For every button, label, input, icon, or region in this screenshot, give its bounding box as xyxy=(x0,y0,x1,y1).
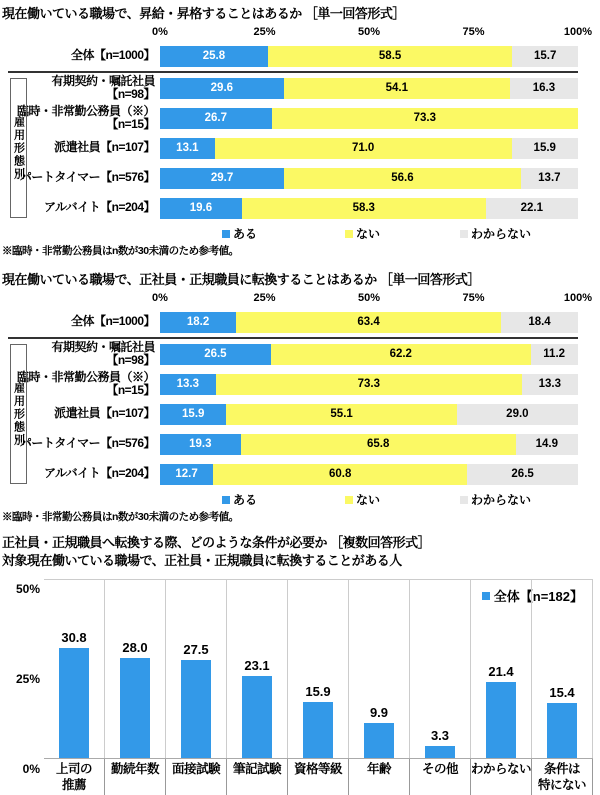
stacked-bar xyxy=(160,434,578,455)
legend-item xyxy=(345,225,380,242)
category-row xyxy=(8,339,578,369)
bar-column xyxy=(410,580,471,758)
category-row xyxy=(8,163,578,193)
chart-footnote: ※臨時・非常勤公務員はn数が30未満のため参考値。 xyxy=(2,245,239,257)
bar xyxy=(181,660,211,758)
bar-plot xyxy=(44,579,593,759)
bar-segment-わからない: 15.7 xyxy=(512,46,578,67)
legend-swatch-gray xyxy=(460,230,468,238)
stacked-bar xyxy=(160,344,578,365)
category-label: 面接試験 xyxy=(166,759,227,795)
bar-segment-ない: 62.2 xyxy=(271,344,531,365)
bar-value-label: 15.4 xyxy=(549,685,575,701)
legend-label: ない xyxy=(356,493,381,507)
bar-value-label: 30.8 xyxy=(61,630,87,646)
bar-segment-わからない: 14.9 xyxy=(516,434,578,455)
stacked-bar xyxy=(160,138,578,159)
group-axis-label: 雇用形態別 xyxy=(10,344,27,484)
legend-item xyxy=(460,225,531,242)
row-label: 全体【n=1000】 xyxy=(70,314,155,329)
stacked-bar xyxy=(160,312,578,333)
chart-title: 正社員・正規職員へ転換する際、どのような条件が必要か ［複数回答形式］ xyxy=(2,535,431,550)
category-label: その他 xyxy=(410,759,471,795)
bar-column xyxy=(105,580,166,758)
row-label: 派遣社員【n=107】 xyxy=(54,140,155,155)
bar-segment-ない: 56.6 xyxy=(284,168,521,189)
bar-segment-ない: 65.8 xyxy=(241,434,516,455)
y-axis-tick: 50% xyxy=(15,582,40,597)
category-label: わからない xyxy=(471,759,532,795)
row-label: アルバイト【n=204】 xyxy=(43,466,155,481)
stacked-bar xyxy=(160,198,578,219)
bar-segment-ない: 73.3 xyxy=(216,374,522,395)
stacked-bar xyxy=(160,374,578,395)
bar-segment-わからない: 11.2 xyxy=(531,344,578,365)
chart-legend xyxy=(160,491,578,508)
bar xyxy=(425,746,455,758)
bar xyxy=(364,723,394,758)
legend-label: 全体【n=182】 xyxy=(493,589,583,605)
chart-conversion xyxy=(0,266,600,524)
stacked-bar xyxy=(160,404,578,425)
row-label: 有期契約・嘱託社員 【n=98】 xyxy=(51,339,155,367)
category-label: 筆記試験 xyxy=(227,759,288,795)
bar-segment-ある: 19.3 xyxy=(160,434,241,455)
chart-title: 現在働いている職場で、昇給・昇格することはあるか ［単一回答形式］ xyxy=(2,6,405,21)
y-axis-tick: 0% xyxy=(22,762,40,777)
x-axis-tick: 25% xyxy=(253,26,276,38)
chart-footnote: ※臨時・非常勤公務員はn数が30未満のため参考値。 xyxy=(2,511,239,523)
bar-segment-わからない: 22.1 xyxy=(486,198,578,219)
legend-item xyxy=(222,225,257,242)
bar-column xyxy=(471,580,532,758)
bar-value-label: 21.4 xyxy=(488,663,514,679)
bar-segment-わからない: 26.5 xyxy=(467,464,578,485)
row-label: アルバイト【n=204】 xyxy=(43,200,155,215)
row-label: 有期契約・嘱託社員 【n=98】 xyxy=(51,73,155,101)
bar-segment-ある: 26.5 xyxy=(160,344,271,365)
row-label: 派遣社員【n=107】 xyxy=(54,406,155,421)
legend-item xyxy=(460,491,531,508)
bar-column xyxy=(227,580,288,758)
category-row xyxy=(8,103,578,133)
bar-segment-ある: 12.7 xyxy=(160,464,213,485)
chart-conditions xyxy=(0,534,600,795)
category-row xyxy=(8,429,578,459)
category-row xyxy=(8,369,578,399)
legend-swatch-yellow xyxy=(345,496,353,504)
x-axis-tick: 75% xyxy=(462,26,485,38)
bar-segment-ある: 18.2 xyxy=(160,312,236,333)
legend-item xyxy=(222,491,257,508)
bar-value-label: 27.5 xyxy=(183,642,209,658)
category-label: 条件は 特にない xyxy=(532,759,593,795)
bar-segment-ある: 13.3 xyxy=(160,374,216,395)
bar-column xyxy=(166,580,227,758)
category-row xyxy=(8,399,578,429)
category-row xyxy=(8,459,578,489)
bar-column xyxy=(349,580,410,758)
bar-segment-ない: 73.3 xyxy=(272,108,578,129)
bar xyxy=(242,676,272,758)
bar-segment-わからない: 16.3 xyxy=(510,78,578,99)
legend-label: わからない xyxy=(471,227,532,241)
bar-segment-わからない: 13.7 xyxy=(521,168,578,189)
x-axis xyxy=(152,290,593,307)
bar-segment-ない: 63.4 xyxy=(236,312,501,333)
legend-label: ない xyxy=(356,227,381,241)
x-axis xyxy=(152,24,593,41)
bar-segment-わからない: 18.4 xyxy=(501,312,578,333)
bar-segment-わからない: 29.0 xyxy=(457,404,578,425)
bar-value-label: 28.0 xyxy=(122,640,148,656)
row-label: 臨時・非常勤公務員（※） 【n=15】 xyxy=(16,369,155,397)
legend-swatch-blue xyxy=(222,230,230,238)
legend-item xyxy=(345,491,380,508)
chart-legend xyxy=(160,225,578,242)
x-axis-tick: 0% xyxy=(152,292,168,304)
bar-column xyxy=(44,580,105,758)
bar-segment-わからない: 13.3 xyxy=(522,374,578,395)
employment-type-group xyxy=(8,71,578,223)
stacked-bar xyxy=(160,108,578,129)
x-axis-tick: 100% xyxy=(563,26,593,38)
x-axis-tick: 100% xyxy=(563,292,593,304)
bar xyxy=(486,682,516,758)
bar-segment-ある: 19.6 xyxy=(160,198,242,219)
x-axis-tick: 50% xyxy=(357,292,381,304)
legend-label: ある xyxy=(233,493,258,507)
x-axis-tick: 75% xyxy=(462,292,485,304)
bar-segment-ない: 55.1 xyxy=(226,404,456,425)
x-axis-tick: 50% xyxy=(357,26,381,38)
stacked-bar xyxy=(160,168,578,189)
legend-label: わからない xyxy=(471,493,532,507)
employment-type-group xyxy=(8,337,578,489)
bar-column xyxy=(288,580,349,758)
row-label: パートタイマー【n=576】 xyxy=(19,436,155,451)
legend-label: ある xyxy=(233,227,258,241)
row-label: 全体【n=1000】 xyxy=(70,48,155,63)
bar xyxy=(303,702,333,759)
bar-segment-ない: 71.0 xyxy=(215,138,512,159)
stacked-bar xyxy=(160,464,578,485)
bar-segment-ある: 13.1 xyxy=(160,138,215,159)
x-axis-tick: 25% xyxy=(253,292,276,304)
group-axis-label: 雇用形態別 xyxy=(10,78,27,218)
category-row xyxy=(8,193,578,223)
category-row xyxy=(0,307,578,337)
bar-value-label: 23.1 xyxy=(244,657,270,673)
row-label: パートタイマー【n=576】 xyxy=(19,170,155,185)
bar-segment-ある: 29.6 xyxy=(160,78,284,99)
category-label: 年齢 xyxy=(349,759,410,795)
x-axis-category-labels xyxy=(44,759,593,795)
bar-segment-ない: 54.1 xyxy=(284,78,510,99)
bar-segment-ない: 58.3 xyxy=(242,198,486,219)
row-label: 臨時・非常勤公務員（※） 【n=15】 xyxy=(16,103,155,131)
chart-rows xyxy=(0,41,578,223)
chart-subtitle: 対象現在働いている職場で、正社員・正規職員に転換することがある人 xyxy=(2,552,402,568)
legend-swatch-blue xyxy=(222,496,230,504)
category-row xyxy=(8,133,578,163)
bar-segment-ある: 15.9 xyxy=(160,404,226,425)
bar-segment-ない: 60.8 xyxy=(213,464,467,485)
bar-value-label: 3.3 xyxy=(430,728,450,744)
bar-segment-ある: 25.8 xyxy=(160,46,268,67)
chart-title: 現在働いている職場で、正社員・正規職員に転換することはあるか ［単一回答形式］ xyxy=(2,272,480,287)
category-row xyxy=(8,73,578,103)
category-label: 上司の 推薦 xyxy=(44,759,105,795)
bar xyxy=(120,658,150,758)
category-row xyxy=(0,41,578,71)
category-label: 資格等級 xyxy=(288,759,349,795)
bar-column xyxy=(532,580,593,758)
legend-swatch-gray xyxy=(460,496,468,504)
x-axis-tick: 0% xyxy=(152,26,168,38)
bar xyxy=(547,703,577,758)
y-axis-tick: 25% xyxy=(15,672,40,687)
bar-value-label: 9.9 xyxy=(369,704,389,720)
category-label: 勤続年数 xyxy=(105,759,166,795)
chart-rows xyxy=(0,307,578,489)
stacked-bar xyxy=(160,46,578,67)
plot-area xyxy=(0,579,600,795)
bar-segment-ある: 29.7 xyxy=(160,168,284,189)
bar xyxy=(59,648,89,758)
bar-value-label: 15.9 xyxy=(305,683,331,699)
chart-promotion xyxy=(0,0,600,258)
legend-swatch-yellow xyxy=(345,230,353,238)
stacked-bar xyxy=(160,78,578,99)
bar-segment-ある: 26.7 xyxy=(160,108,272,129)
bar-segment-ない: 58.5 xyxy=(268,46,513,67)
bar-segment-わからない: 15.9 xyxy=(512,138,578,159)
